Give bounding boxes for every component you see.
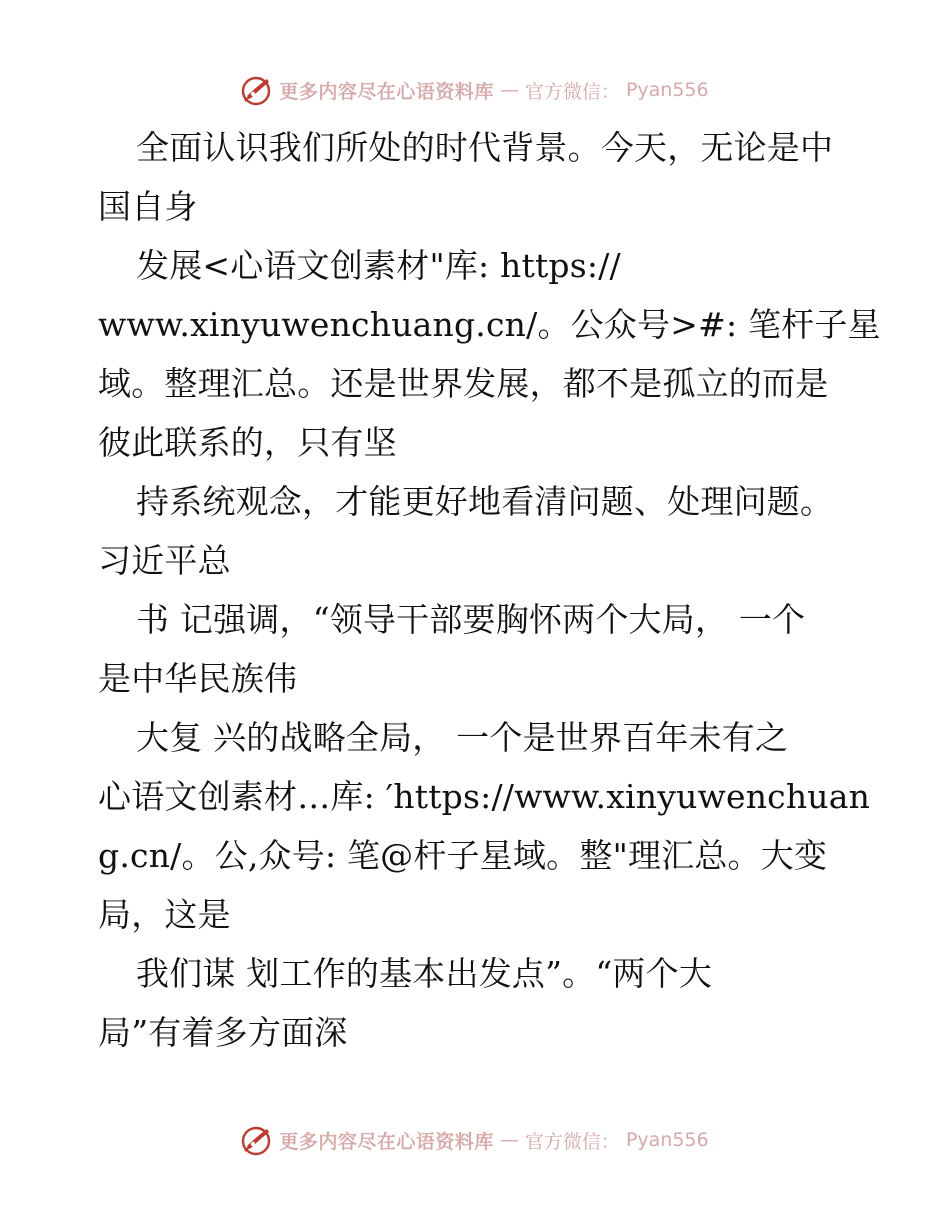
header-separator: — (499, 79, 519, 101)
body-line: 国自身 (98, 187, 198, 226)
body-line: 书 记强调，“领导干部要胸怀两个大局， 一个 (136, 600, 806, 639)
body-line: 是中华民族伟 (98, 659, 298, 698)
body-line: 我们谋 划工作的基本出发点”。“两个大 (136, 954, 713, 993)
footer-promo-text: 更多内容尽在心语资料库 (279, 1130, 494, 1153)
document-body (98, 118, 881, 1062)
body-line: 心语文创素材…库: ′https://www.xinyuwenchuan (98, 777, 871, 816)
body-line: 大复 兴的战略全局， 一个是世界百年未有之 (136, 718, 789, 757)
footer-wechat-id: Pyan556 (625, 1129, 709, 1151)
pen-nib-logo-icon (241, 1124, 273, 1156)
body-line: 持系统观念，才能更好地看清问题、处理问题。 (136, 482, 834, 521)
footer-separator: — (499, 1129, 519, 1151)
body-line: 发展<心语文创素材"库: https:// (136, 246, 621, 285)
header-promo-text: 更多内容尽在心语资料库 (279, 80, 494, 103)
header-banner (0, 70, 950, 110)
header-wechat-label: 官方微信： (524, 80, 620, 103)
body-line: g.cn/。公,众号: 笔@杆子星域。整"理汇总。大变 (98, 836, 828, 875)
body-line: www.xinyuwenchuang.cn/。公众号>#: 笔杆子星 (98, 305, 881, 344)
footer-wechat-label: 官方微信： (524, 1130, 620, 1153)
body-line: 全面认识我们所处的时代背景。今天，无论是中 (136, 128, 834, 167)
body-line: 习近平总 (98, 541, 231, 580)
body-line: 局”有着多方面深 (98, 1013, 348, 1052)
footer-banner (0, 1120, 950, 1160)
header-wechat-id: Pyan556 (625, 79, 709, 101)
body-line: 域。整理汇总。还是世界发展，都不是孤立的而是 (98, 364, 829, 403)
pen-nib-logo-icon (241, 74, 273, 106)
body-line: 局，这是 (98, 895, 231, 934)
body-line: 彼此联系的，只有坚 (98, 423, 397, 462)
